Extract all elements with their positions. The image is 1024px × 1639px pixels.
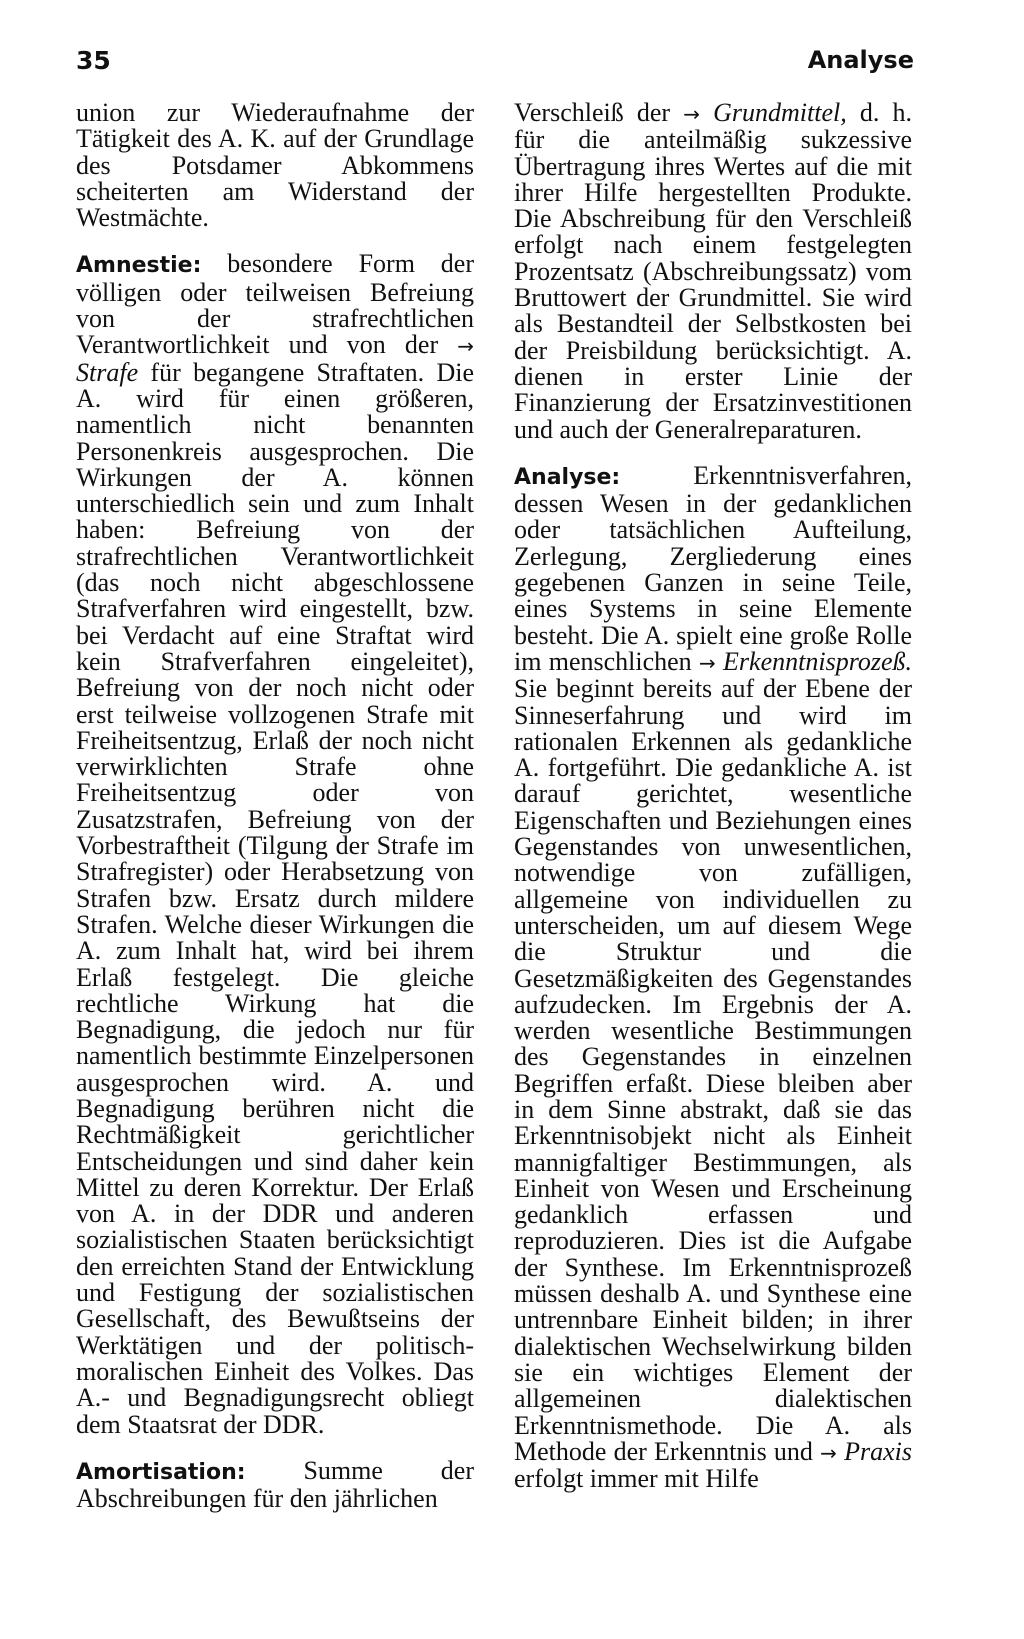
- cross-reference-link[interactable]: Grundmittel,: [713, 98, 847, 127]
- cross-reference-arrow-icon: →: [698, 650, 716, 675]
- cross-reference-arrow-icon: →: [683, 102, 700, 126]
- entry-text: Sie beginnt bereits auf der Ebene der Sinneserfahrung und wird im rationalen Erkennen als gedankliche A. fortgeführt. Die gedankliche A. ist darauf gerichtet, wesentliche Eigenschaften und Beziehungen eines Gegenstandes von unwesentlichen, notwendige von zufälligen, allgemeine von individuellen zu unterscheiden, um auf diesem Wege die Struktur und die Gesetzmäßigkeiten des Gegenstandes aufzudecken. Im Ergebnis der A. werden wesentliche Bestimmungen des Gegenstandes in einzelnen Begriffen erfaßt. Diese bleiben aber in dem Sinne abstrakt, daß sie das Erkenntnisobjekt nicht als Einheit mannigfaltiger Bestimmungen, als Einheit von Wesen und Erscheinung gedanklich erfassen und reproduzieren. Dies ist die Aufgabe der Synthese. Im Erkenntnisprozeß müssen deshalb A. und Synthese eine untrennbare Einheit bilden; in ihrer dialektischen Wechselwirkung bilden sie ein wichtiges Element der allgemeinen dialektischen Erkenntnismethode. Die A. als Methode der Erkenntnis und: [514, 674, 912, 1466]
- cross-reference-arrow-icon: →: [820, 1440, 837, 1465]
- running-head: Analyse: [807, 46, 914, 74]
- right-column: [514, 100, 912, 1492]
- entry-term: Analyse:: [514, 464, 621, 490]
- entry-text: Verschleiß der: [514, 98, 684, 127]
- entry-term: Amnestie:: [76, 253, 202, 279]
- page-number: 35: [76, 46, 111, 75]
- entry-text: d. h. für die anteilmäßig sukzessive Übertragung ihres Wertes auf die mit ihrer Hilfe hergestellten Produkte. Die Abschreibung für den Verschleiß erfolgt nach einem festgelegten Prozentsatz (Abschreibungssatz) vom Bruttowert der Grundmittel. Sie wird als Bestandteil der Selbstkosten bei der Preisbildung berücksichtigt. A. dienen in erster Linie der Finanzierung der Ersatzinvestitionen und auch der Generalreparaturen.: [514, 98, 913, 444]
- entry-term: Amortisation:: [76, 1459, 246, 1485]
- entry-text: für begangene Straftaten. Die A. wird für einen größeren, namentlich nicht benannten Personenkreis ausgesprochen. Die Wirkungen der A. können unterschiedlich sein und zum Inhalt haben: Befreiung von der strafrechtlichen Verantwortlichkeit (das noch nicht abgeschlossene Strafverfahren wird eingestellt, bzw. bei Verdacht auf eine Straftat wird kein Strafverfahren eingeleitet), Befreiung von der noch nicht oder erst teilweise vollzogenen Strafe mit Freiheitsentzug, Erlaß der noch nicht verwirklichten Strafe ohne Freiheitsentzug oder von Zusatzstrafen, Befreiung von der Vorbestraftheit (Tilgung der Strafe im Strafregister) oder Herabsetzung von Strafen bzw. Ersatz durch mildere Strafen. Welche dieser Wirkungen die A. zum Inhalt hat, wird bei ihrem Erlaß festgelegt. Die gleiche rechtliche Wirkung hat die Begnadigung, die jedoch nur für namentlich bestimmte Einzelpersonen ausgesprochen wird. A. und Begnadigung berühren nicht die Rechtmäßigkeit gerichtlicher Entscheidungen und sind daher kein Mittel zu deren Korrektur. Der Erlaß von A. in der DDR und anderen sozialistischen Staaten berücksichtigt den erreichten Stand der Entwicklung und Festigung der sozialistischen Gesellschaft, des Bewußtseins der Werktätigen und der politisch-moralischen Einheit des Volkes. Das A.- und Begnadigungsrecht obliegt dem Staatsrat der DDR.: [76, 357, 474, 1439]
- entry-text: Summe der Abschreibungen für den jährlichen: [76, 1455, 474, 1514]
- entry-analyse: [514, 460, 913, 1494]
- cross-reference-arrow-icon: →: [457, 334, 474, 359]
- cross-reference-link[interactable]: Strafe: [76, 357, 139, 387]
- entry-amortisation-continued: [514, 100, 912, 443]
- continuation-paragraph: union zur Wiederaufnahme der Tätigkeit des A. K. auf der Grundlage des Potsdamer Abkommens scheiterten am Widerstand der Westmächte.: [76, 98, 474, 233]
- entry-amortisation: [76, 1455, 474, 1514]
- entry-amnestie: [76, 251, 474, 1437]
- entry-text: besondere Form der völligen oder teilweisen Befreiung von der strafrechtlichen Verantwortlichkeit und von der: [76, 249, 474, 360]
- entry-text: Erkenntnisverfahren, dessen Wesen in der gedanklichen oder tatsächlichen Aufteilung, Zerlegung, Zergliederung eines gegebenen Ganzen in seine Teile, eines Systems in seine Elemente besteht. Die A. spielt eine große Rolle im menschlichen: [514, 460, 912, 676]
- cross-reference-link[interactable]: Praxis: [844, 1436, 913, 1466]
- left-column: [76, 100, 474, 1512]
- entry-text: erfolgt immer mit Hilfe: [514, 1464, 759, 1494]
- cross-reference-link[interactable]: Erkenntnisprozeß.: [723, 646, 913, 676]
